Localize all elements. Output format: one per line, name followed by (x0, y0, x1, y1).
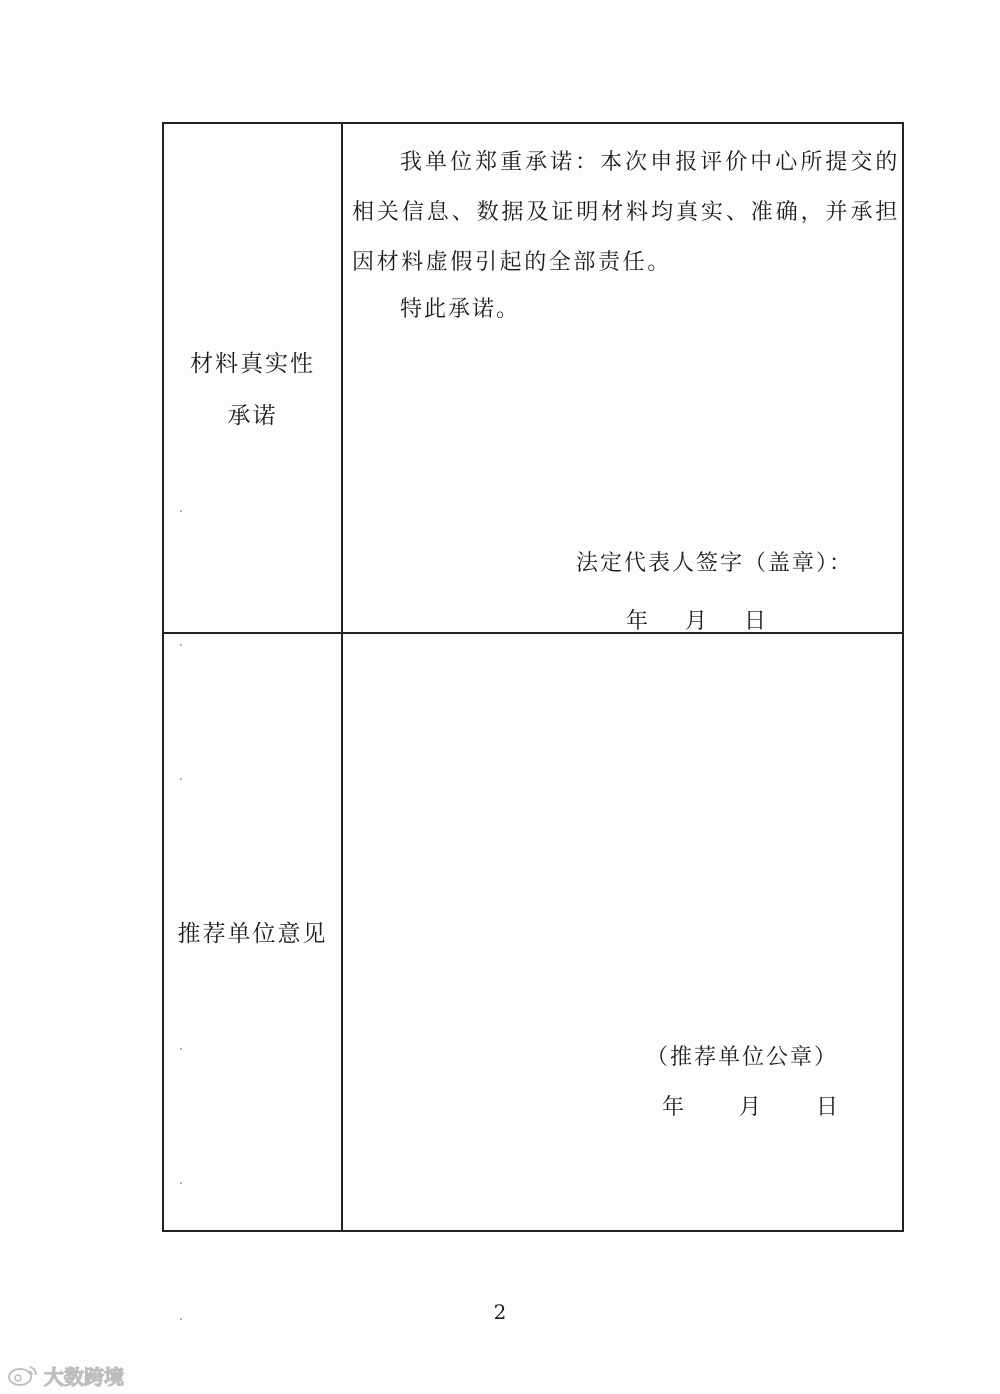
page-number: 2 (493, 1300, 507, 1324)
weibo-logo-icon (6, 1363, 40, 1387)
seal-date (662, 1090, 838, 1121)
date-month: 月 (739, 1095, 762, 1120)
signature-label: 法定代表人签字（盖章）： (576, 551, 854, 576)
commitment-paragraph: 我单位郑重承诺：本次申报评价中心所提交的相关信息、数据及证明材料均真实、准确，并承担因材料虚假引起的全部责任。 (352, 150, 900, 275)
commitment-form-table (162, 122, 904, 1232)
scan-speck (180, 510, 182, 512)
watermark-text: 大数跨境 (44, 1364, 124, 1389)
row-label-recommending-unit-opinion: 推荐单位意见 (177, 921, 328, 947)
row-label-material-authenticity (164, 338, 341, 442)
scan-speck (180, 1182, 182, 1184)
scan-speck (180, 778, 182, 780)
date-day: 日 (816, 1095, 839, 1120)
date-day: 日 (744, 609, 767, 634)
date-month: 月 (685, 609, 708, 634)
commitment-paragraph-block (352, 138, 900, 288)
date-year: 年 (662, 1095, 685, 1120)
signature-date (626, 604, 766, 635)
watermark (6, 1360, 124, 1390)
table-row-divider (164, 632, 902, 634)
date-year: 年 (626, 609, 649, 634)
table-column-divider (341, 124, 343, 1230)
scan-speck (180, 644, 182, 646)
row-label-line-1: 材料真实性 (190, 351, 315, 377)
row-label-line-2: 承诺 (227, 403, 278, 429)
scan-speck (180, 1048, 182, 1050)
recommending-unit-seal-label: （推荐单位公章） (646, 1045, 839, 1070)
commitment-ending: 特此承诺。 (400, 297, 521, 322)
